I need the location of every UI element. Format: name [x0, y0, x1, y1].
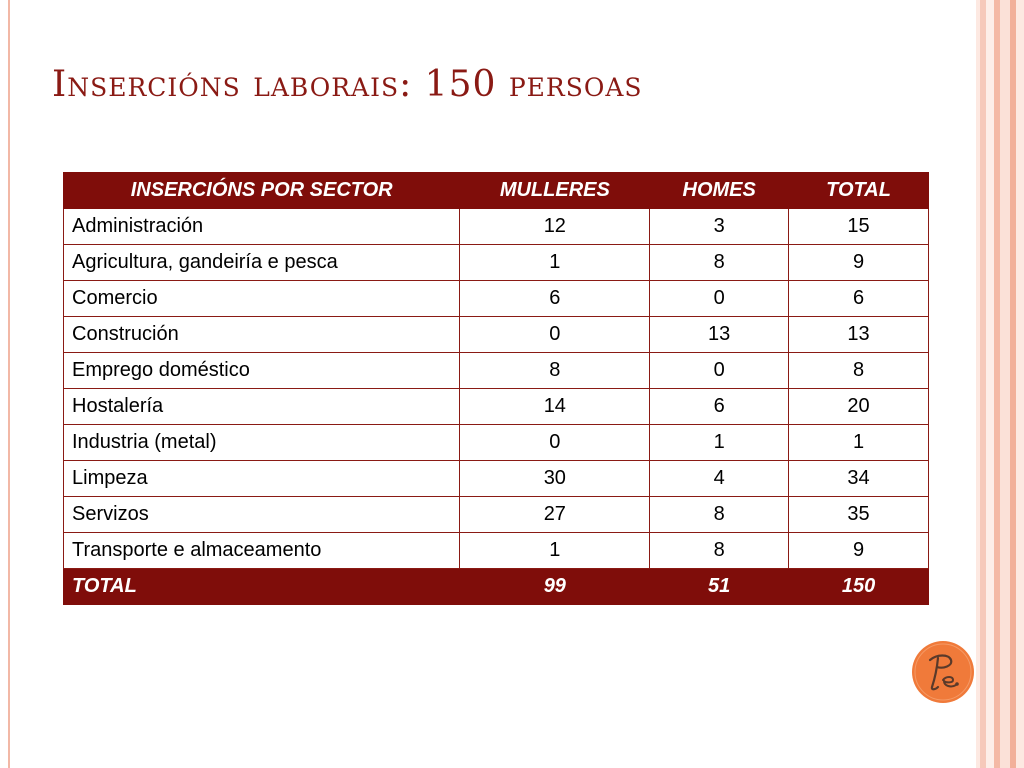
cell-mulleres: 1 [460, 533, 650, 569]
cell-total: 34 [789, 461, 929, 497]
cell-total: 9 [789, 533, 929, 569]
header-mulleres: MULLERES [460, 173, 650, 209]
header-sector: INSERCIÓNS POR SECTOR [64, 173, 460, 209]
cell-mulleres: 6 [460, 281, 650, 317]
cell-total: 15 [789, 209, 929, 245]
insertions-table [63, 172, 929, 605]
total-mulleres: 99 [460, 569, 650, 605]
cell-total: 9 [789, 245, 929, 281]
cell-homes: 4 [650, 461, 789, 497]
stripe [986, 0, 994, 768]
cell-mulleres: 0 [460, 425, 650, 461]
cell-homes: 0 [650, 353, 789, 389]
cell-sector: Industria (metal) [64, 425, 460, 461]
cell-total: 6 [789, 281, 929, 317]
header-homes: HOMES [650, 173, 789, 209]
table-row [64, 353, 929, 389]
cell-mulleres: 12 [460, 209, 650, 245]
table-row [64, 317, 929, 353]
stripe [1000, 0, 1010, 768]
header-total: TOTAL [789, 173, 929, 209]
cell-total: 13 [789, 317, 929, 353]
cell-mulleres: 30 [460, 461, 650, 497]
total-label: TOTAL [64, 569, 460, 605]
cell-sector: Administración [64, 209, 460, 245]
cell-homes: 3 [650, 209, 789, 245]
pe-logo-icon [911, 640, 975, 704]
total-total: 150 [789, 569, 929, 605]
total-homes: 51 [650, 569, 789, 605]
cell-sector: Servizos [64, 497, 460, 533]
table-row [64, 209, 929, 245]
cell-sector: Comercio [64, 281, 460, 317]
cell-sector: Agricultura, gandeiría e pesca [64, 245, 460, 281]
table-row [64, 389, 929, 425]
cell-sector: Hostalería [64, 389, 460, 425]
cell-total: 35 [789, 497, 929, 533]
slide-title: Insercións laborais: 150 persoas [52, 64, 643, 105]
cell-mulleres: 27 [460, 497, 650, 533]
cell-total: 20 [789, 389, 929, 425]
cell-homes: 13 [650, 317, 789, 353]
table-row [64, 245, 929, 281]
cell-mulleres: 1 [460, 245, 650, 281]
cell-mulleres: 0 [460, 317, 650, 353]
cell-mulleres: 8 [460, 353, 650, 389]
table-row [64, 497, 929, 533]
cell-homes: 0 [650, 281, 789, 317]
cell-sector: Limpeza [64, 461, 460, 497]
cell-sector: Emprego doméstico [64, 353, 460, 389]
cell-homes: 1 [650, 425, 789, 461]
cell-homes: 8 [650, 533, 789, 569]
cell-total: 1 [789, 425, 929, 461]
cell-homes: 8 [650, 497, 789, 533]
table-row [64, 461, 929, 497]
cell-sector: Transporte e almaceamento [64, 533, 460, 569]
table-header-row [64, 173, 929, 209]
cell-homes: 8 [650, 245, 789, 281]
cell-sector: Construción [64, 317, 460, 353]
cell-mulleres: 14 [460, 389, 650, 425]
table-row [64, 533, 929, 569]
right-decorative-band [976, 0, 1024, 768]
left-border-rule [8, 0, 10, 768]
table-total-row [64, 569, 929, 605]
cell-total: 8 [789, 353, 929, 389]
cell-homes: 6 [650, 389, 789, 425]
stripe [1016, 0, 1024, 768]
table-row [64, 281, 929, 317]
table-row [64, 425, 929, 461]
